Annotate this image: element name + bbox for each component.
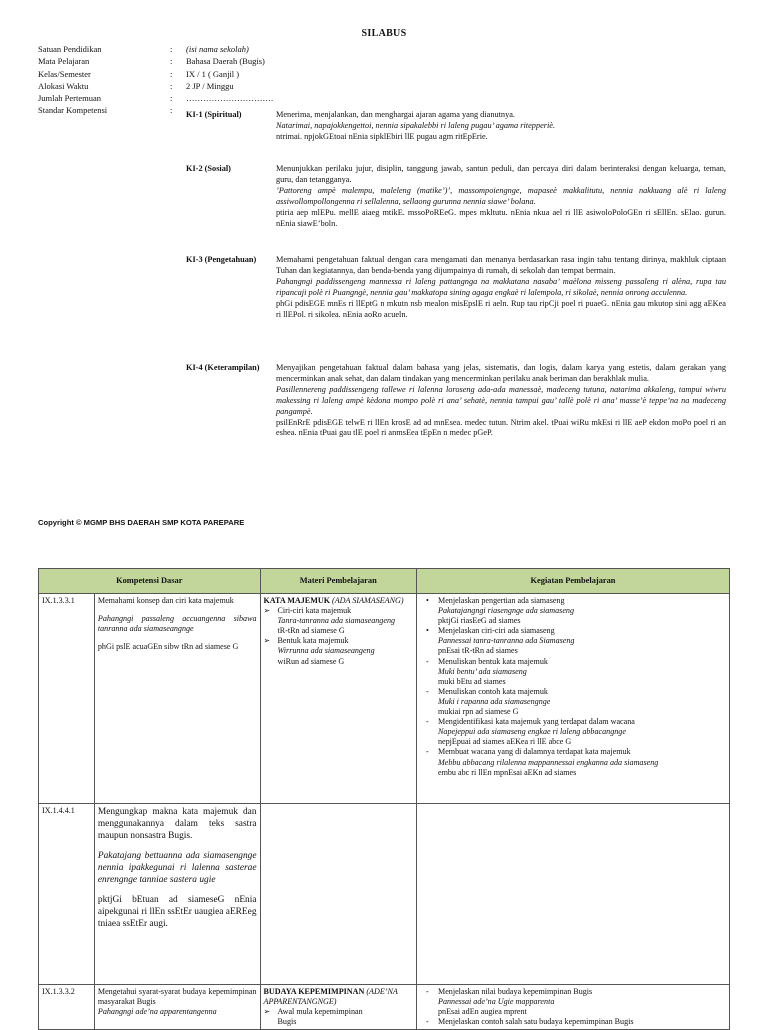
activity-script: nepjEpuai ad siames aEKea ri llE abce G xyxy=(438,737,572,747)
activity-local: Muki bentu’ ada siamaseng xyxy=(438,666,527,676)
materi-subtopic-script: tR-tRn ad siamese G xyxy=(277,626,345,636)
activity-item xyxy=(428,1017,726,1027)
meta-label: Mata Pelajaran xyxy=(38,56,90,67)
activity-list xyxy=(420,596,726,778)
ki-body xyxy=(276,255,726,320)
ki-line: Menyajikan pengetahuan faktual dalam bahasa yang jelas, sistematis, dan logis, dalam karya yang estetis, dalam gerakan yang mencerminkan anak sehat, dan dalam tindakan yang mencerminkan perilaku anak beriman dan berakhlak mulia. xyxy=(276,363,726,383)
activity-text: Menjelaskan nilai budaya kepemimpinan Bugis xyxy=(438,987,593,996)
dash-icon: - xyxy=(426,686,429,696)
activity-item xyxy=(428,687,726,717)
meta-label: Alokasi Waktu xyxy=(38,80,89,91)
materi-cell xyxy=(260,594,416,804)
ki-line: Pahangngi paddissengeng mannessa ri laleng pattangnga na makkatana nasaba’ maèlona misseng passaleng ri alèna, rupa tau ripancaji polè ri Puangngè, nennia gau’ makkatopa sining agaga engkaè ri lalempola, ri sikolaè, nennia onrong acculenna. xyxy=(276,276,726,297)
materi-title: KATA MAJEMUK xyxy=(263,596,330,605)
kegiatan-cell xyxy=(417,985,730,1030)
arrow-icon: ➢ xyxy=(263,1007,271,1017)
dash-icon: - xyxy=(426,987,429,996)
activity-local: Muki i rapanna ada siamasengnge xyxy=(438,696,551,706)
ki-heading: KI-4 (Keterampilan) xyxy=(186,363,260,372)
meta-value: IX / 1 ( Ganjil ) xyxy=(186,68,240,79)
ki-line: Memahami pengetahuan faktual dengan cara mengamati dan menanya berdasarkan rasa ingin tahu tentang dirinya, makhluk ciptaan Tuhan dan kegiatannya, dan benda-benda yang dijumpainya di rumah, di sekolah dan tempat bermain. xyxy=(276,255,726,275)
activity-script: embu abc ri llEn mpnEsai aEKn ad siames xyxy=(438,767,577,777)
activity-script: pnEsai tR-tRn ad siames xyxy=(438,646,518,656)
meta-colon: : xyxy=(170,68,173,79)
meta-label: Satuan Pendidikan xyxy=(38,44,102,54)
materi-subtopic-local: Wirrunna ada siamaseangeng xyxy=(277,646,375,656)
ki-line: ’Pattoreng ampè malempu, maleleng (matike’)’, massompoiengnge, mapaseè makkalitutu, nennia nakkuang alè ri laleng assiwollompollongenna ri sellalenna, sellaong gurunna nennia siawe’ bolana. xyxy=(276,185,726,206)
dash-icon: - xyxy=(426,747,429,757)
materi-subtopic-local: Tanra-tanranna ada siamaseangeng xyxy=(277,616,396,626)
activity-item xyxy=(428,626,726,656)
meta-colon: : xyxy=(170,93,173,104)
materi-title: BUDAYA KEPEMIMPINAN xyxy=(263,987,365,996)
activity-text: Menuliskan bentuk kata majemuk xyxy=(438,656,548,666)
dash-icon: - xyxy=(426,1017,429,1027)
table-row xyxy=(39,985,730,1030)
ki-line: ptiria aep mlEPu. mellE aiaeg mtikE. mssoPoREeG. mpes mkltutu. nEnia nkua ael ri llE asiwoloPoloGEn ri sEllEn. sElao. gurun. nEnia siawE’boln. xyxy=(276,207,726,228)
table-row xyxy=(39,804,730,985)
ki-line: Menerima, menjalankan, dan menghargai ajaran agama yang dianutnya. xyxy=(276,110,515,119)
kegiatan-cell xyxy=(417,804,730,985)
header-kegiatan: Kegiatan Pembelajaran xyxy=(417,569,730,594)
dash-icon: - xyxy=(426,717,429,727)
kd-text xyxy=(94,594,260,804)
kd-paragraph: Mengetahui syarat-syarat budaya kepemimpinan masyarakat Bugis xyxy=(97,987,257,1007)
kd-paragraph: Pahangngi passaleng accuangenna sibawa tanranna ada siamaseangnge xyxy=(97,614,257,634)
activity-item xyxy=(428,987,726,1017)
activity-script: mukiai rpn ad siamese G xyxy=(438,707,519,717)
meta-colon: : xyxy=(170,105,173,116)
materi-subtopic xyxy=(264,636,413,666)
ki-heading: KI-3 (Pengetahuan) xyxy=(186,255,257,264)
activity-script: pnEsai adEn augiea mprent xyxy=(438,1007,527,1017)
activity-local: Napejeppui ada siamaseng engkae ri laleng abbacangnge xyxy=(438,727,626,737)
kd-paragraph: Memahami konsep dan ciri kata majemuk xyxy=(97,596,234,605)
activity-text: Menuliskan contoh kata majemuk xyxy=(438,686,548,696)
meta-colon: : xyxy=(170,80,173,91)
kd-text xyxy=(94,804,260,985)
copyright-line: Copyright © MGMP BHS DAERAH SMP KOTA PAREPARE xyxy=(38,518,245,527)
ki-line: phGi pdisEGE mnEs ri llEptG n mkutn nsb mealon misEpslE ri aeln. Rup tau ripCji poel ri puaeG. nEnia gau mkutop sini agg aEKea ri llEPol. ri sikolea. nEnia aoRo acueln. xyxy=(276,298,726,319)
activity-text: Menjelaskan ciri-ciri ada siamaseng xyxy=(438,626,555,636)
meta-colon: : xyxy=(170,56,173,67)
materi-subtopic-label: Ciri-ciri kata majemuk xyxy=(277,606,352,616)
dash-icon: - xyxy=(426,656,429,666)
activity-text: Mengidentifikasi kata majemuk yang terdapat dalam wacana xyxy=(438,717,635,727)
meta-label: Jumlah Pertemuan xyxy=(38,93,102,104)
ki-heading: KI-1 (Spiritual) xyxy=(186,110,242,119)
activity-script: muki bEtu ad siames xyxy=(438,676,506,686)
activity-item xyxy=(428,717,726,747)
materi-subtopic xyxy=(264,1007,413,1027)
meta-value: 2 JP / Minggu xyxy=(186,80,234,91)
ki-body xyxy=(276,164,726,229)
activity-local: Mebbu abbacang rilalenna mappannessai engkanna ada siamaseng xyxy=(438,757,659,767)
materi-subtopic-script: Bugis xyxy=(277,1017,297,1027)
meta-colon: : xyxy=(170,44,173,54)
kegiatan-cell xyxy=(417,594,730,804)
activity-item xyxy=(428,596,726,626)
bullet-icon: • xyxy=(426,626,429,636)
meta-value: Bahasa Daerah (Bugis) xyxy=(186,56,265,67)
activity-text: Menjelaskan pengertian ada siamaseng xyxy=(438,596,565,605)
materi-title-local: (ADA SIAMASEANG) xyxy=(332,596,404,605)
meta-value: …………………………. xyxy=(186,93,274,104)
materi-subtopic-label: Awal mula kepemimpinan xyxy=(277,1007,363,1017)
activity-item xyxy=(428,747,726,777)
activity-local: Pakatajangngi riasengnge ada siamaseng xyxy=(438,606,575,616)
materi-subtopic-script: wiRun ad siamese G xyxy=(277,656,345,666)
kd-paragraph: Mengungkap makna kata majemuk dan menggunakannya dalam teks sastra maupun nonsastra Bugis. xyxy=(97,807,257,841)
activity-item xyxy=(428,657,726,687)
activity-local: Pannessai tanra-tanranna ada Siamaseng xyxy=(438,636,575,646)
kd-paragraph: phGi pslE acuaGEn sibw tRn ad siamese G xyxy=(97,642,239,652)
page-title: SILABUS xyxy=(361,28,407,39)
kd-code: IX.1.3.3.1 xyxy=(39,594,95,804)
kd-text xyxy=(94,985,260,1030)
activity-local: Pannessai ade’na Ugie mapparenta xyxy=(438,997,555,1007)
arrow-icon: ➢ xyxy=(263,606,271,616)
activity-text: Membuat wacana yang di dalamnya terdapat kata majemuk xyxy=(438,747,631,757)
table-header-row xyxy=(39,569,730,594)
kd-paragraph: pktjGi bEtuan ad siameseG nEnia aipekgunai ri llEn ssEtEr uaugiea aEREeg tniaea ssEtEr augi. xyxy=(97,895,257,929)
syllabus-table xyxy=(38,568,730,1030)
header-materi: Materi Pembelajaran xyxy=(260,569,416,594)
bullet-icon: • xyxy=(426,596,429,605)
ki-line: psilEnRrE pdisEGE telwE ri llEn krosE ad ad mnEsea. medec tutun. Ntrim akel. tPuai wiRu mkEsi ri llE aeP ekdon moPo poel ri an eshea. nEnia tPuai gau tlE poel ri anmsEea tEpEn n medec pGeP. xyxy=(276,417,726,438)
activity-script: pktjGi riasEeG ad siames xyxy=(438,616,521,626)
kd-paragraph: Pahangngi ade’na apparentangenna xyxy=(97,1007,217,1017)
ki-line: Pasillennereng paddissengeng tallewe ri lalenna loroseng ada-ada manessaè, madeceng tutuna, natarima akkaleng, tampui wiwru makessing ri laleng ampè kèdona mompo polè ri ana’ sehatè, nennia tampui gau’ tallè polè ri ana’ masse’è teppe’na na madeceng pangampè. xyxy=(276,384,726,416)
materi-subtopic xyxy=(264,606,413,636)
materi-heading xyxy=(264,987,413,1007)
table-row xyxy=(39,594,730,804)
activity-list xyxy=(420,987,726,1027)
ki-body xyxy=(276,363,726,439)
kd-code: IX.1.4.4.1 xyxy=(39,804,95,985)
ki-body xyxy=(276,110,726,143)
meta-label: Standar Kompetensi xyxy=(38,105,108,116)
materi-cell xyxy=(260,804,416,985)
activity-text: Menjelaskan contoh salah satu budaya kepemimpinan Bugis xyxy=(438,1017,634,1027)
ki-line: Menunjukkan perilaku jujur, disiplin, tanggung jawab, santun peduli, dan percaya diri dalam berinteraksi dengan keluarga, teman, guru, dan tetangganya. xyxy=(276,164,726,184)
materi-title-local: (ADE’NA APPARENTANGNGE) xyxy=(263,987,398,1007)
ki-line: ntrimai. npjokGEtoai nEnia sipklEbiri llE pugau agm ritEpErie. xyxy=(276,131,488,141)
ki-line: Natarimai, napajokkengettoi, nennia sipakalebbi ri laleng pugau’ agama ritepperiè. xyxy=(276,120,556,130)
kd-code: IX.1.3.3.2 xyxy=(39,985,95,1030)
materi-heading xyxy=(264,596,413,606)
meta-value: (isi nama sekolah) xyxy=(186,44,249,54)
materi-subtopic-label: Bentuk kata majemuk xyxy=(277,636,349,646)
ki-heading: KI-2 (Sosial) xyxy=(186,164,231,173)
header-kompetensi-dasar: Kompetensi Dasar xyxy=(39,569,261,594)
materi-cell xyxy=(260,985,416,1030)
meta-label: Kelas/Semester xyxy=(38,68,91,79)
kd-paragraph: Pakatajang bettuanna ada siamasengnge nennia ipakkegunai ri lalenna sasterae enrengnge tanniae sastera ugie xyxy=(97,851,257,885)
arrow-icon: ➢ xyxy=(263,636,271,646)
